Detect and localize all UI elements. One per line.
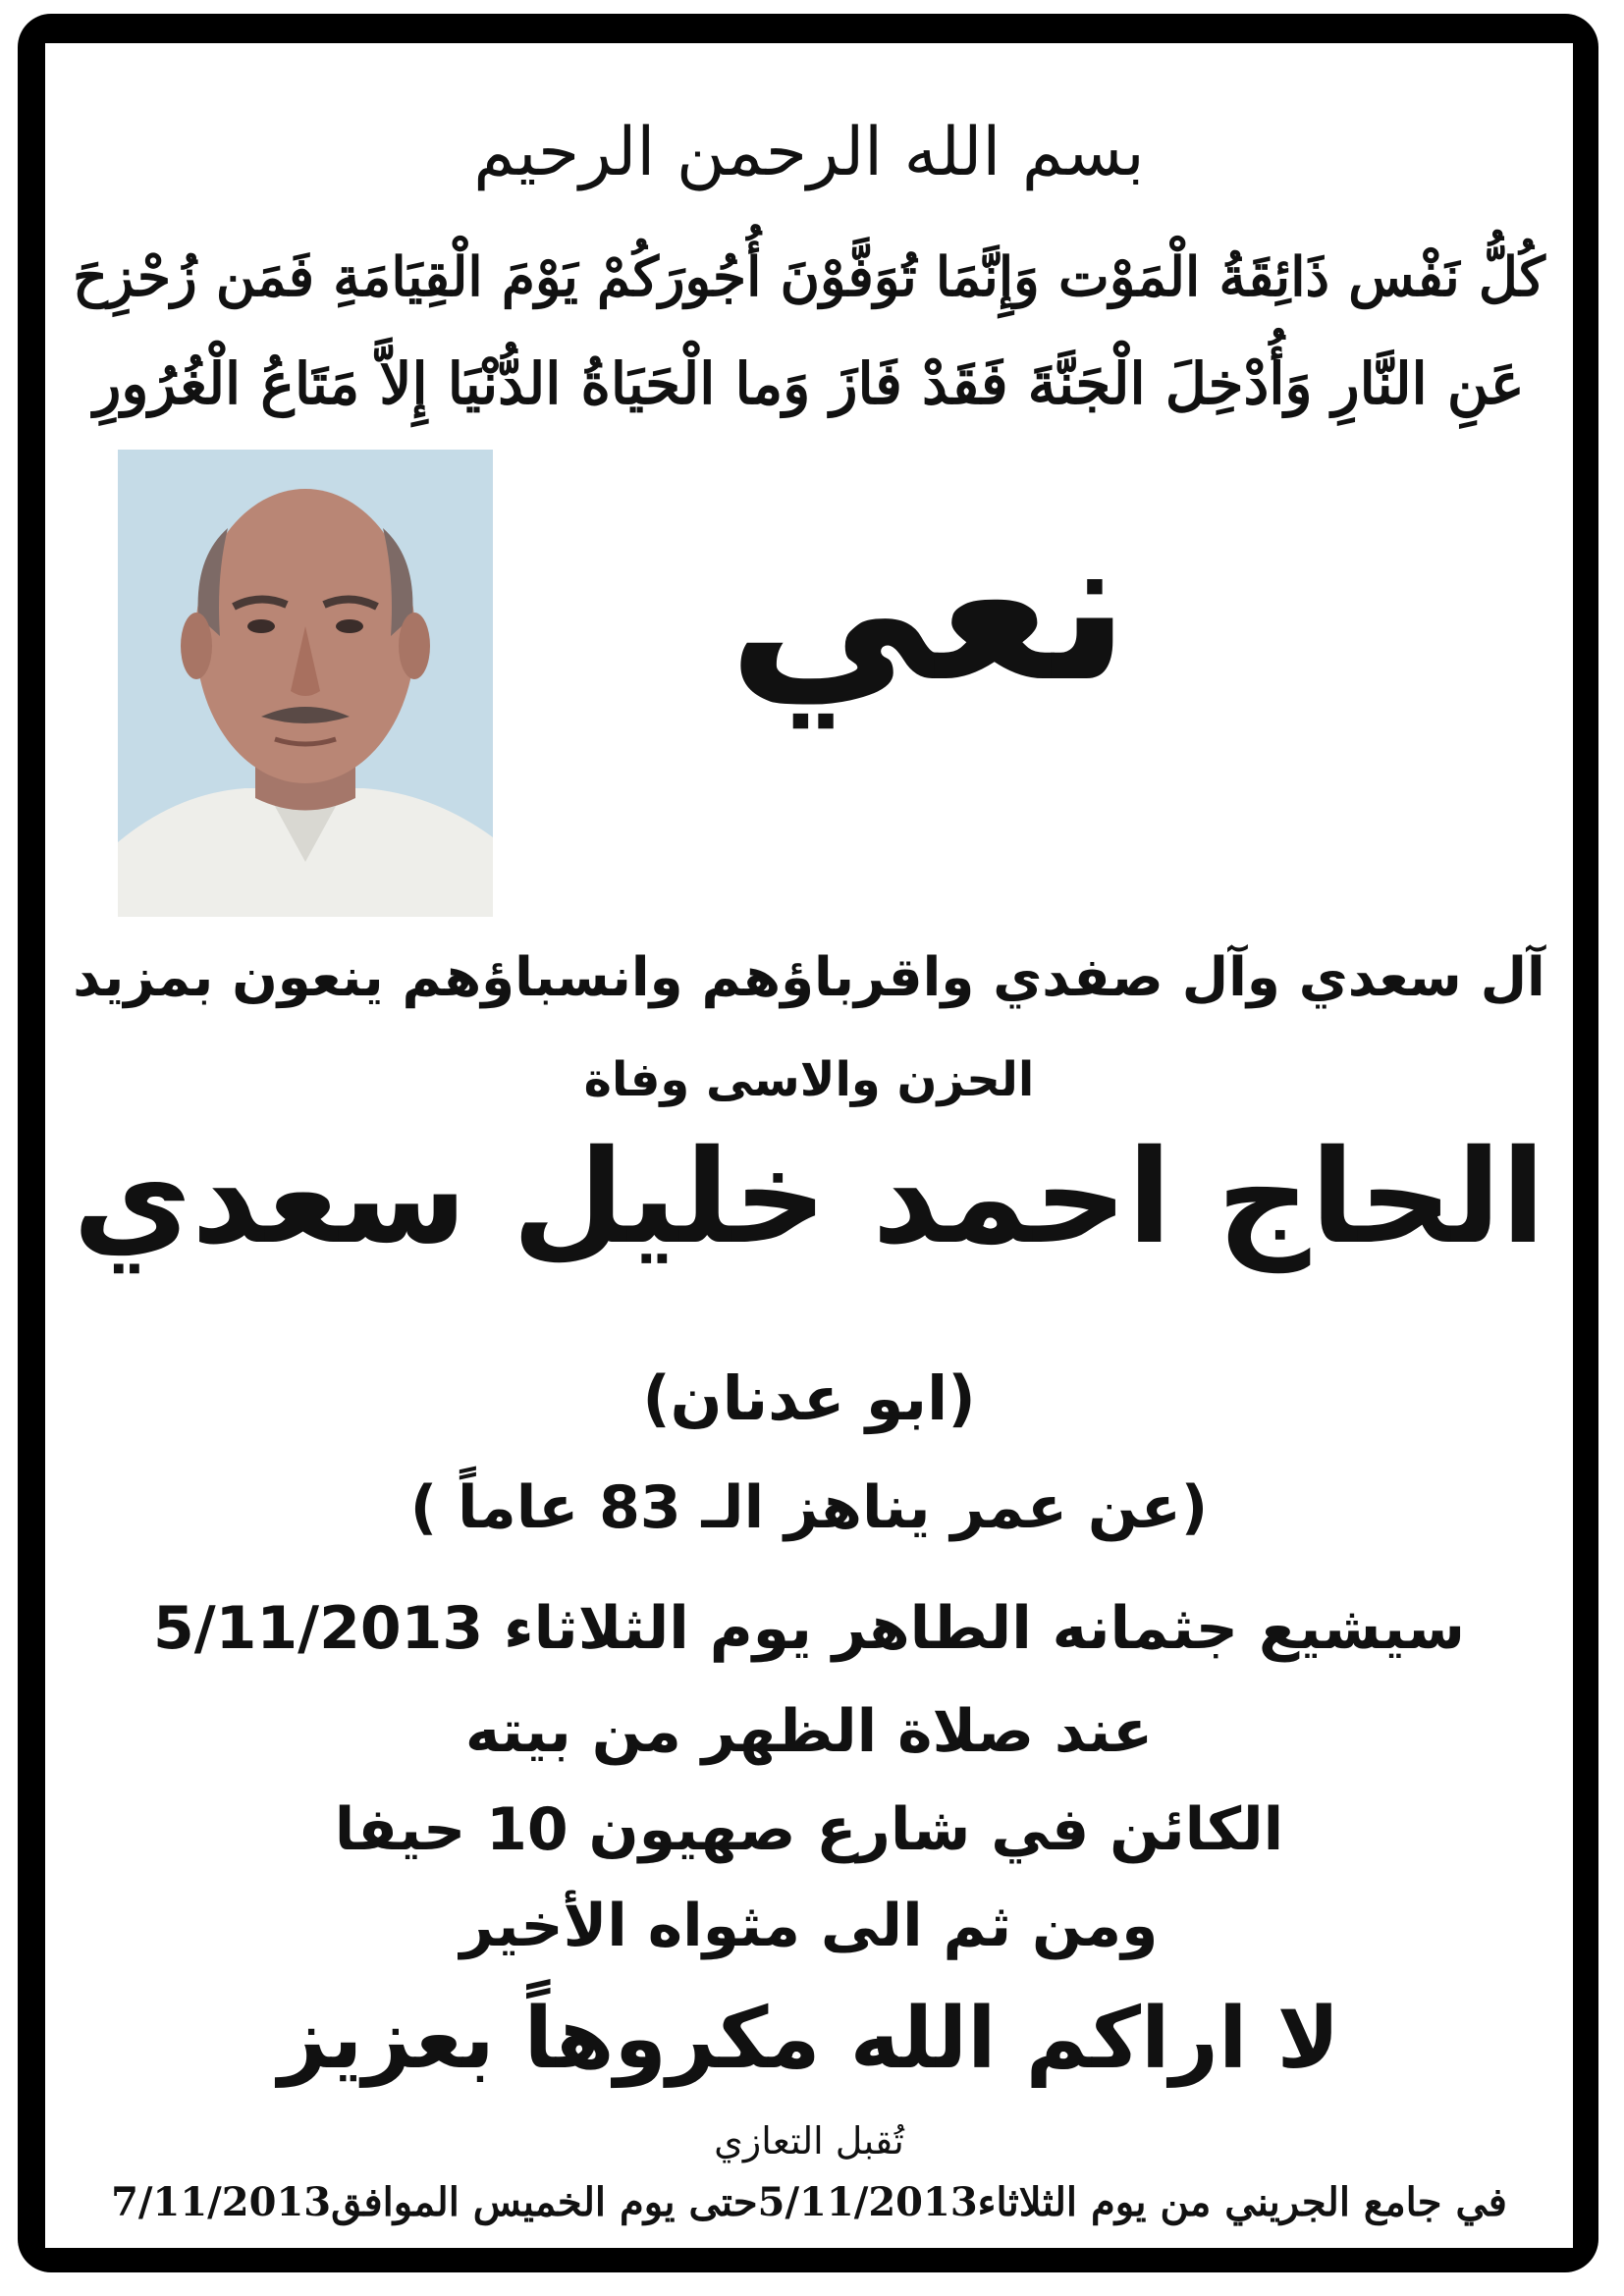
condolences-venue: في جامع الجريني من يوم الثلاثاء5/11/2013حتى يوم الخميس الموافق7/11/2013: [111, 2179, 1507, 2225]
funeral-burial-line: ومن ثم الى مثواه الأخير: [460, 1892, 1159, 1960]
portrait-photo: [118, 450, 493, 917]
funeral-date-line: سيشيع جثمانه الطاهر يوم الثلاثاء 5/11/2013: [153, 1594, 1465, 1663]
funeral-time-line: عند صلاة الظهر من بيته: [464, 1697, 1154, 1766]
deceased-kunya: (ابو عدنان): [642, 1362, 976, 1434]
quran-verse-line-1: كُلُّ نَفْس ذَائِقَةُ الْمَوْت وَإِنَّمَا تُوَفَّوْنَ أُجُورَكُمْ يَوْمَ الْقِيَامَةِ فَمَن زُحْزِحَ: [73, 244, 1545, 308]
deceased-name: الحاج احمد خليل سعدي: [73, 1122, 1545, 1273]
obituary-heading: نعي: [728, 487, 1130, 727]
quran-verse-line-2: عَنِ النَّارِ وَأُدْخِلَ الْجَنَّةَ فَقَدْ فَازَ وَما الْحَيَاةُ الدُّنْيَا إِلاَّ مَتَاعُ الْغُرُورِ: [93, 350, 1525, 417]
condolences-label: تُقبل التعازي: [714, 2119, 904, 2163]
closing-prayer: لا اراكم الله مكروهاً بعزيز: [278, 1990, 1340, 2088]
grief-line: الحزن والاسى وفاة: [583, 1052, 1035, 1107]
obituary-sheet: [45, 43, 1573, 2248]
basmala: بسم الله الرحمن الرحيم: [473, 114, 1145, 191]
funeral-address-line: الكائن في شارع صهيون 10 حيفا: [334, 1795, 1284, 1864]
deceased-age: (عن عمر يناهز الـ 83 عاماً ): [409, 1473, 1209, 1542]
families-announcement: آل سعدي وآل صفدي واقرباؤهم وانسباؤهم ينعون بمزيد: [73, 945, 1545, 1008]
